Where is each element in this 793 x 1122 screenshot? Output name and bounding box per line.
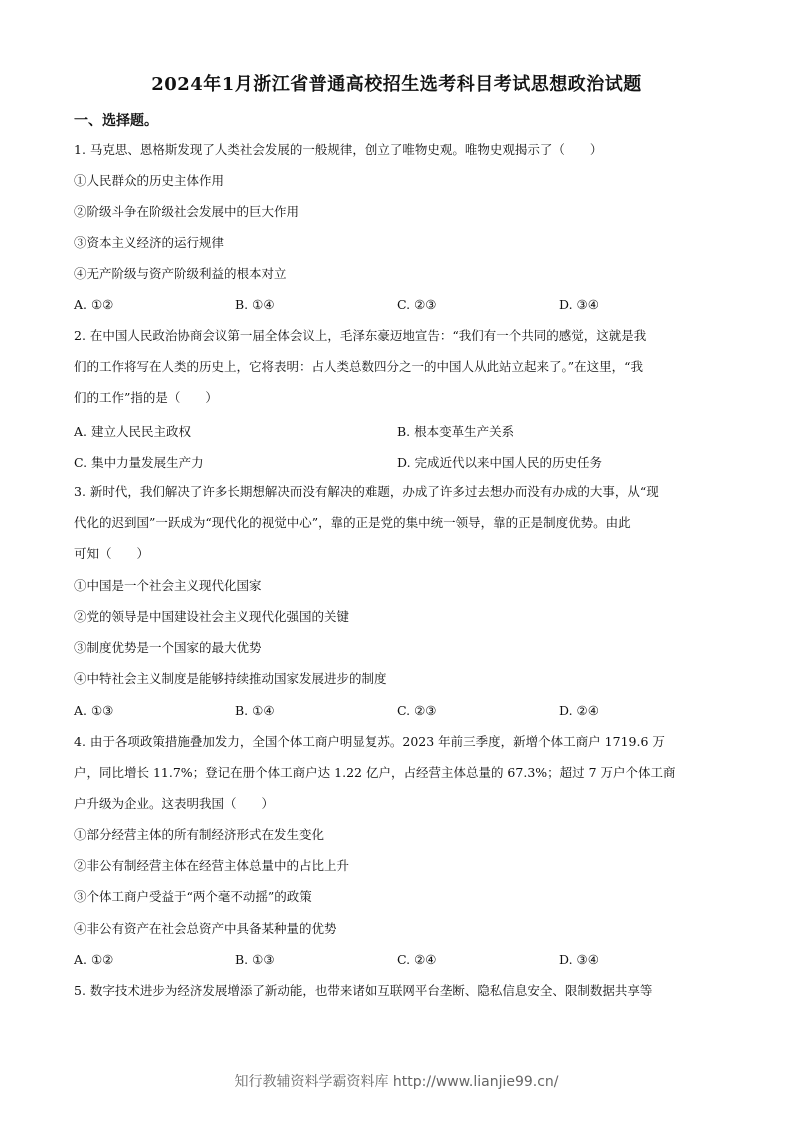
q4-item-1: ①部分经营主体的所有制经济形式在发生变化: [74, 827, 325, 842]
q3-options: [74, 703, 724, 719]
q4-option-c: C. ②④: [397, 952, 437, 967]
q1-item-4: ④无产阶级与资产阶级利益的根本对立: [74, 266, 287, 281]
q5-stem-line-1: 5. 数字技术进步为经济发展增添了新动能，也带来诸如互联网平台垄断、隐私信息安全、限制数据共享等: [74, 983, 653, 998]
q2-stem-line-2: 们的工作将写在人类的历史上，它将表明：占人类总数四分之一的中国人从此站立起来了。”在这里，“我: [74, 359, 644, 374]
q1-item-2: ②阶级斗争在阶级社会发展中的巨大作用: [74, 204, 300, 219]
q4-item-3: ③个体工商户受益于“两个毫不动摇”的政策: [74, 889, 312, 904]
footer-watermark: 知行教辅资料学霸资料库 http://www.lianjie99.cn/: [234, 1074, 559, 1090]
q4-option-b: B. ①③: [235, 952, 275, 967]
q4-option-a: A. ①②: [74, 952, 114, 967]
q3-stem-line-1: 3. 新时代，我们解决了许多长期想解决而没有解决的难题，办成了许多过去想办而没有办成的大事，从“现: [74, 484, 659, 499]
q2-option-c: C. 集中力量发展生产力: [74, 455, 204, 470]
q4-item-2: ②非公有制经营主体在经营主体总量中的占比上升: [74, 858, 350, 873]
q2-options-row-1: [74, 422, 724, 438]
q3-option-c: C. ②③: [397, 703, 437, 718]
q3-option-b: B. ①④: [235, 703, 275, 718]
q1-option-d: D. ③④: [559, 297, 599, 312]
q1-option-c: C. ②③: [397, 297, 437, 312]
q4-item-4: ④非公有资产在社会总资产中具备某种量的优势: [74, 921, 337, 936]
q2-option-d: D. 完成近代以来中国人民的历史任务: [397, 455, 603, 470]
q1-item-1: ①人民群众的历史主体作用: [74, 173, 225, 188]
q2-stem-line-3: 们的工作”指的是（ ）: [74, 390, 218, 405]
q3-item-2: ②党的领导是中国建设社会主义现代化强国的关键: [74, 609, 350, 624]
q1-item-3: ③资本主义经济的运行规律: [74, 235, 225, 250]
q4-stem-line-2: 户，同比增长 11.7%；登记在册个体工商户达 1.22 亿户，占经营主体总量的 67.3%；超过 7 万户个体工商: [74, 765, 676, 780]
q1-stem: 1. 马克思、恩格斯发现了人类社会发展的一般规律，创立了唯物史观。唯物史观揭示了（ ）: [74, 142, 603, 157]
q3-item-3: ③制度优势是一个国家的最大优势: [74, 640, 262, 655]
q4-option-d: D. ③④: [559, 952, 599, 967]
q2-options-row-2: [74, 453, 724, 469]
q3-stem-line-3: 可知（ ）: [74, 546, 150, 561]
q4-stem-line-1: 4. 由于各项政策措施叠加发力，全国个体工商户明显复苏。2023 年前三季度，新增个体工商户 1719.6 万: [74, 734, 665, 749]
q1-option-a: A. ①②: [74, 297, 114, 312]
section-heading: 一、选择题。: [74, 113, 158, 129]
q3-option-d: D. ②④: [559, 703, 599, 718]
document-title: 2024年1月浙江省普通高校招生选考科目考试思想政治试题: [151, 74, 642, 95]
q2-option-b: B. 根本变革生产关系: [397, 424, 515, 439]
q1-options: [74, 297, 724, 313]
q1-option-b: B. ①④: [235, 297, 275, 312]
q4-stem-line-3: 户升级为企业。这表明我国（ ）: [74, 796, 275, 811]
q2-stem-line-1: 2. 在中国人民政治协商会议第一届全体会议上，毛泽东豪迈地宣告：“我们有一个共同的感觉，这就是我: [74, 328, 647, 343]
q3-stem-line-2: 代化的迟到国”一跃成为“现代化的视觉中心”，靠的正是党的集中统一领导，靠的正是制度优势。由此: [74, 515, 631, 530]
q3-item-1: ①中国是一个社会主义现代化国家: [74, 578, 262, 593]
q3-item-4: ④中特社会主义制度是能够持续推动国家发展进步的制度: [74, 671, 387, 686]
q2-option-a: A. 建立人民民主政权: [74, 424, 191, 439]
q3-option-a: A. ①③: [74, 703, 114, 718]
q4-options: [74, 952, 724, 968]
